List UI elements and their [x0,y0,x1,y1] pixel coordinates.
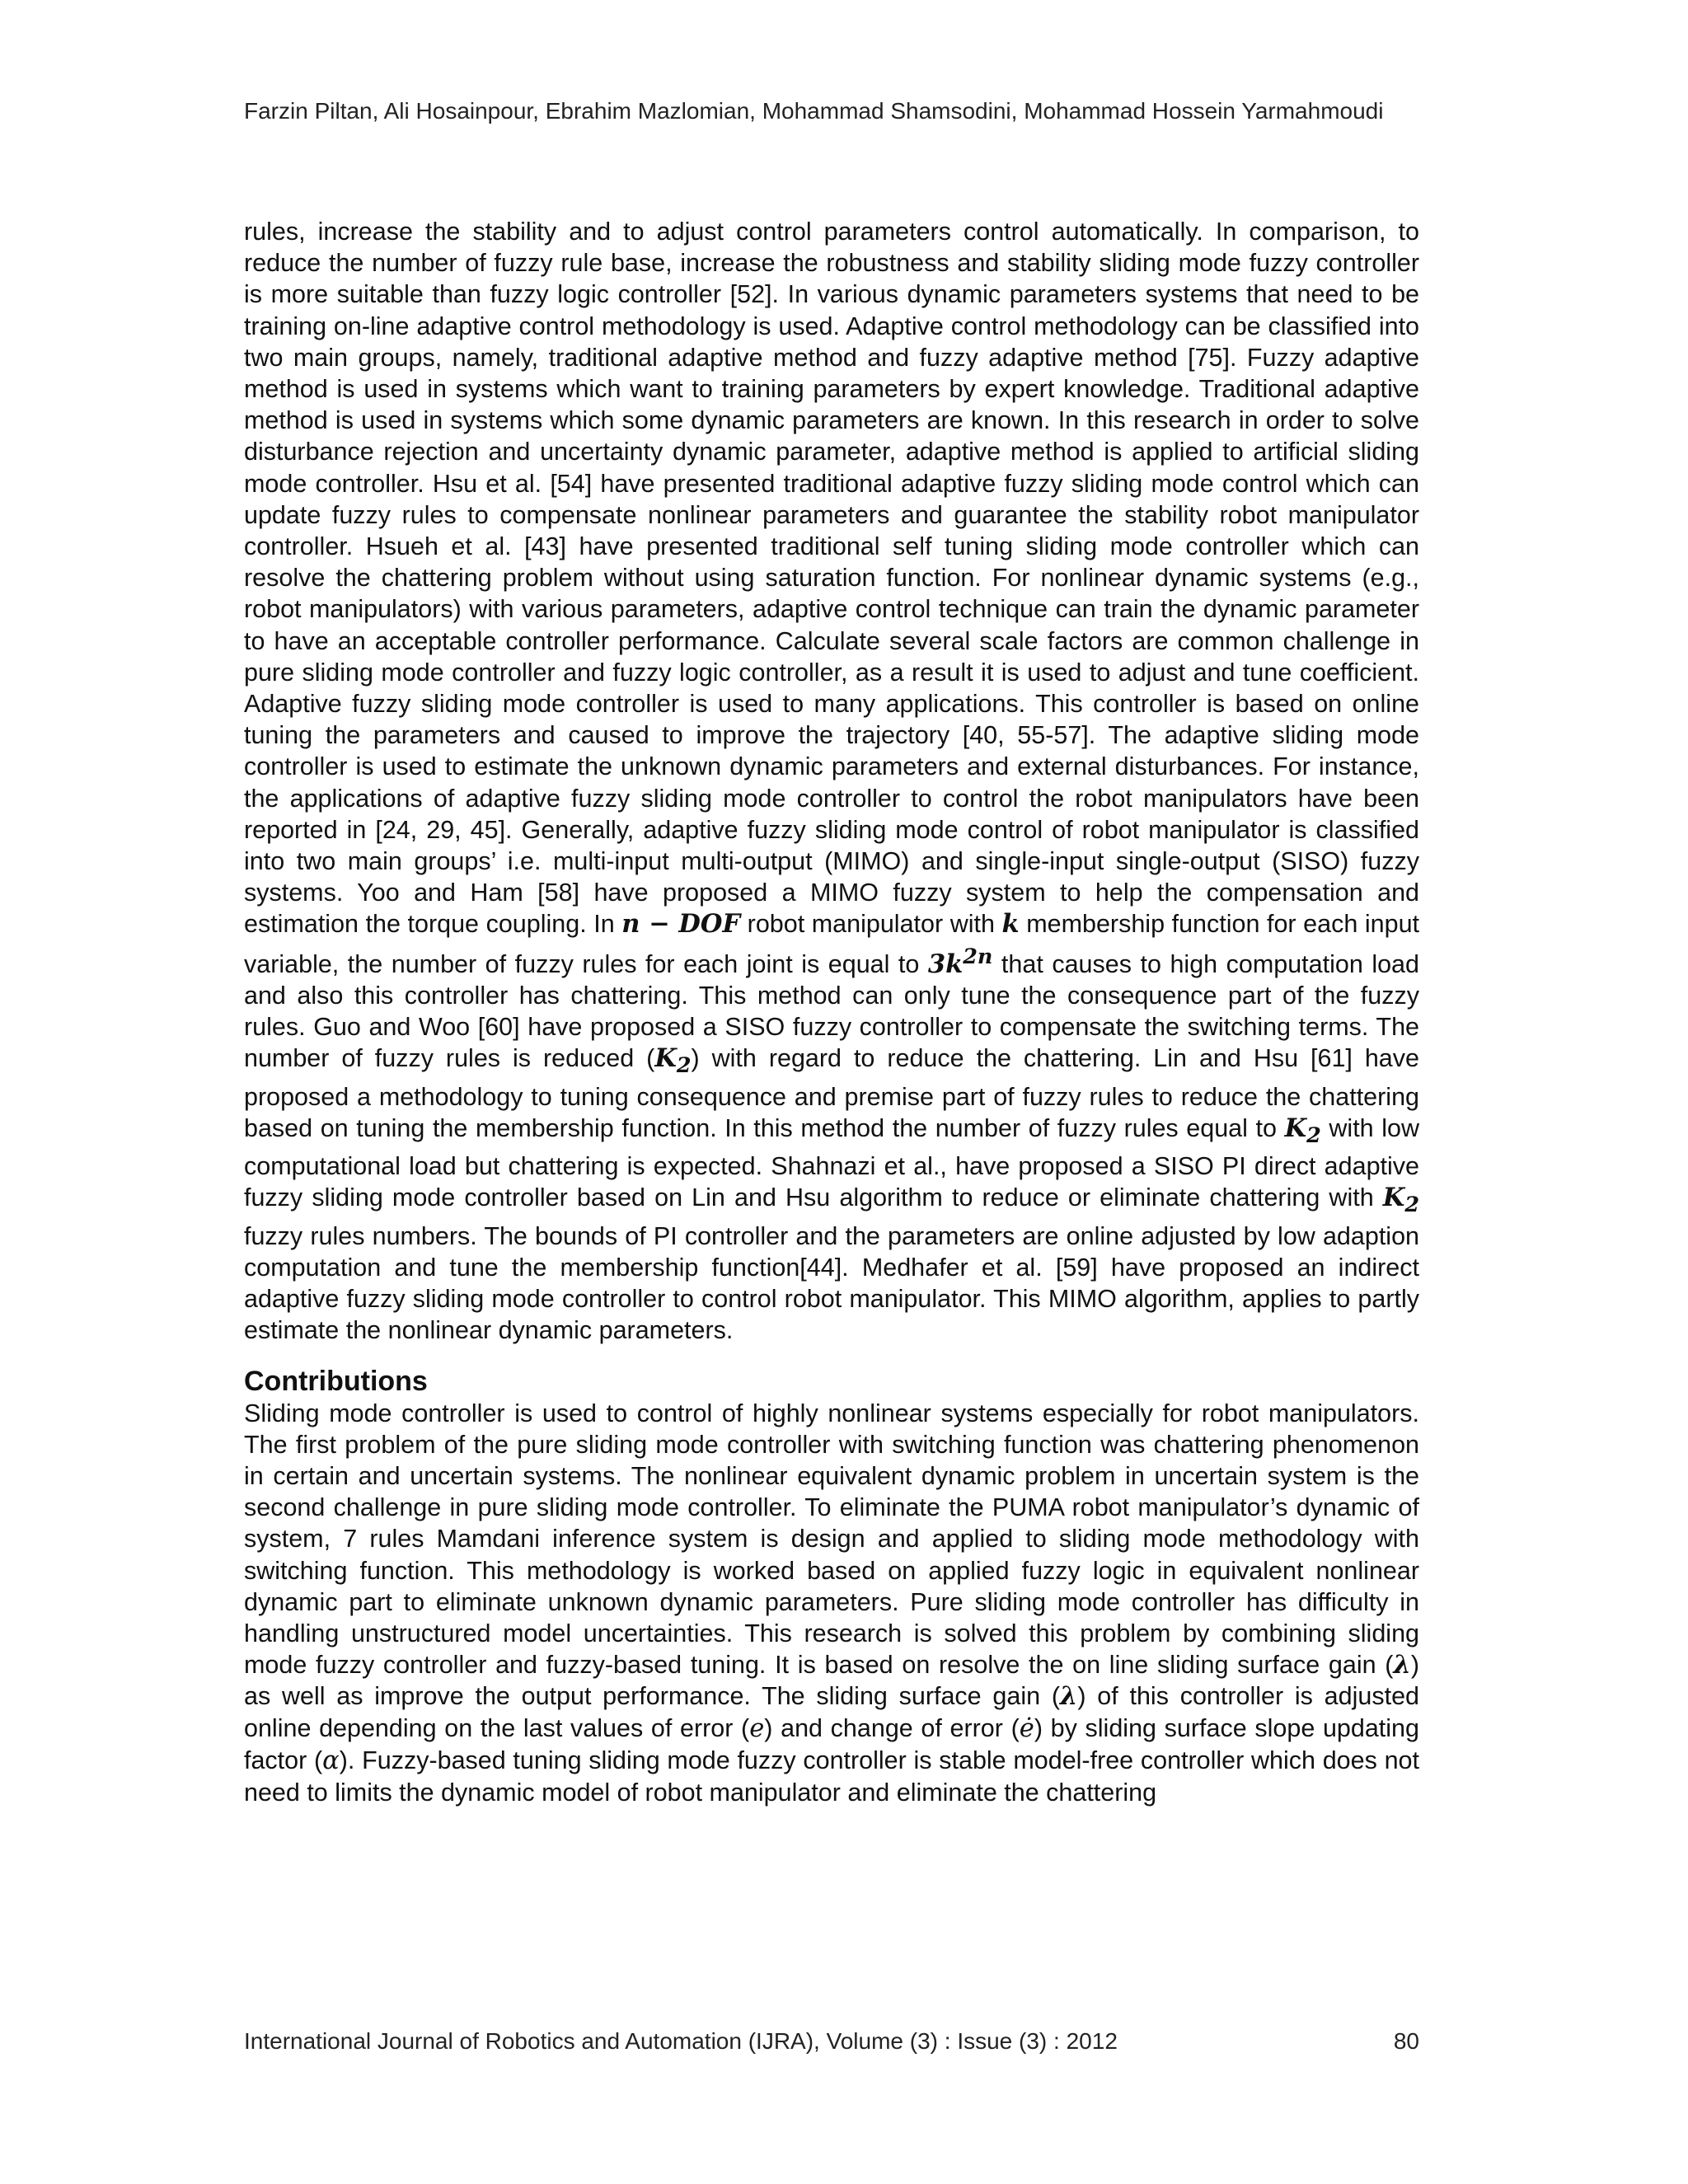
paragraph-text: ) with regard to reduce the chattering. Lin and Hsu [61] have proposed a methodology to tuning consequence and premise part of fuzzy rules to reduce the chattering based on tuning the membership function. In this method the number of fuzzy rules equal to [244,1044,1419,1142]
paragraph-text: ) and change of error ( [764,1713,1020,1742]
paragraph-text: that causes to high computation load and also this controller has chattering. This method can only tune the consequence part of the fuzzy rules. Guo and Woo [60] have proposed a SISO fuzzy controller to compensate the switching terms. The number of fuzzy rules is reduced ( [244,949,1419,1073]
math-3k-2n [927,943,993,979]
paragraph-adaptive-fuzzy-review [244,216,1419,1347]
running-header-authors: Farzin Piltan, Ali Hosainpour, Ebrahim Mazlomian, Mohammad Shamsodini, Mohammad Hossein Yarmahmoudi [244,98,1384,124]
paragraph-text: ) as well as improve the output performance. The sliding surface gain ( [244,1651,1419,1711]
main-body-text [244,216,1419,1808]
paragraph-text: with low computational load but chattering is expected. Shahnazi et al., have proposed a SISO PI direct adaptive fuzzy sliding mode controller based on Lin and Hsu algorithm to reduce or eliminate chattering with [244,1113,1419,1212]
math-alpha: α [322,1746,340,1775]
math-subscript: 2 [1404,1192,1419,1217]
paragraph-contributions [244,1398,1419,1809]
math-k: k [1001,909,1020,940]
math-subscript: 2 [1306,1122,1321,1148]
paragraph-text: ). Fuzzy-based tuning sliding mode fuzzy controller is stable model-free controller which does not need to limits the dynamic model of robot manipulator and eliminate the chattering [244,1746,1419,1807]
math-2n-exponent: 2n [963,943,993,968]
paragraph-text: Sliding mode controller is used to control of highly nonlinear systems especially for robot manipulators. The first problem of the pure sliding mode controller with switching function was chattering phenomenon in certain and uncertain systems. The nonlinear equivalent dynamic problem in uncertain system is the second challenge in pure sliding mode controller. To eliminate the PUMA robot manipulator’s dynamic of system, 7 rules Mamdani inference system is design and applied to sliding mode methodology with switching function. This methodology is worked based on applied fuzzy logic in equivalent nonlinear dynamic part to eliminate unknown dynamic parameters. Pure sliding mode controller has difficulty in handling unstructured model uncertainties. This research is solved this problem by combining sliding mode fuzzy controller and fuzzy-based tuning. It is based on resolve the on line sliding surface gain ( [244,1399,1419,1680]
running-footer [244,2027,1419,2055]
math-K: K [1284,1113,1307,1143]
math-k2 [654,1043,692,1078]
math-K: K [654,1043,677,1074]
paragraph-text: robot manipulator with [740,910,1002,939]
section-heading-contributions: Contributions [244,1365,428,1397]
math-3k-base: 3k [927,949,964,979]
paragraph-text: ) of this controller is adjusted online depending on the last values of error ( [244,1682,1419,1742]
paragraph-text: fuzzy rules numbers. The bounds of PI controller and the parameters are online adjusted by low adaption computation and tune the membership function[44]. Medhafer et al. [59] have proposed an indirect adaptive fuzzy sliding mode controller to control robot manipulator. This MIMO algorithm, applies to partly estimate the nonlinear dynamic parameters. [244,1221,1419,1345]
paragraph-text: membership function for each input variable, the number of fuzzy rules for each joint is equal to [244,910,1420,978]
math-lambda: λ [1059,1681,1078,1712]
math-n-dof: n − DOF [621,909,741,940]
paragraph-text: rules, increase the stability and to adjust control parameters control automatically. In comparison, to reduce the number of fuzzy rule base, increase the robustness and stability sliding mode fuzzy controller is more suitable than fuzzy logic controller [52]. In various dynamic parameters systems that need to be training on-line adaptive control methodology is used. Adaptive control methodology can be classified into two main groups, namely, traditional adaptive method and fuzzy adaptive method [75]. Fuzzy adaptive method is used in systems which want to training parameters by expert knowledge. Traditional adaptive method is used in systems which some dynamic parameters are known. In this research in order to solve disturbance rejection and uncertainty dynamic parameter, adaptive method is applied to artificial sliding mode controller. Hsu et al. [54] have presented traditional adaptive fuzzy sliding mode control which can update fuzzy rules to compensate nonlinear parameters and guarantee the stability robot manipulator controller. Hsueh et al. [43] have presented traditional self tuning sliding mode controller which can resolve the chattering problem without using saturation function. For nonlinear dynamic systems (e.g., robot manipulators) with various parameters, adaptive control technique can train the dynamic parameter to have an acceptable controller performance. Calculate several scale factors are common challenge in pure sliding mode controller and fuzzy logic controller, as a result it is used to adjust and tune coefficient. Adaptive fuzzy sliding mode controller is used to many applications. This controller is based on online tuning the parameters and caused to improve the trajectory [40, 55-57]. The adaptive sliding mode controller is used to estimate the unknown dynamic parameters and external disturbances. For instance, the applications of adaptive fuzzy sliding mode controller to control the robot manipulators have been reported in [24, 29, 45]. Generally, adaptive fuzzy sliding mode control of robot manipulator is classified into two main groups’ i.e. multi-input multi-output (MIMO) and single-input single-output (SISO) fuzzy systems. Yoo and Ham [58] have proposed a MIMO fuzzy system to help the compensation and estimation the torque coupling. In [244,218,1419,939]
journal-citation: International Journal of Robotics and Automation (IJRA), Volume (3) : Issue (3) : 2012 [244,2028,1118,2054]
math-k2 [1382,1183,1419,1217]
math-error-derivative: ė [1019,1713,1034,1743]
math-lambda: λ [1393,1650,1411,1680]
math-error-e: e [749,1713,765,1743]
paragraph-text: ) by sliding surface slope updating factor ( [244,1713,1419,1774]
math-k2 [1284,1113,1321,1148]
page-number: 80 [1393,2028,1419,2054]
math-subscript: 2 [676,1052,692,1078]
math-K: K [1382,1183,1405,1213]
